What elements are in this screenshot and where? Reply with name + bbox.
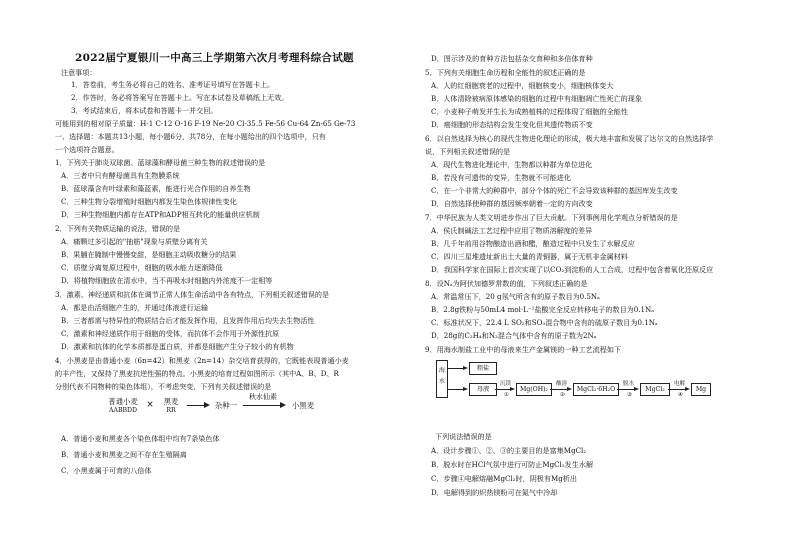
product-box: Mg	[691, 383, 711, 396]
notice-item: 1．答卷前，考生务必将自己的姓名、准考证号填写在答题卡上。	[71, 80, 275, 89]
product-box: MgCl₂·6H₂O	[573, 383, 619, 396]
arrow-line	[243, 405, 281, 406]
option: D．图示涉及的育种方法包括杂交育种和多倍体育种	[431, 54, 593, 63]
option: B．2.8g铁粉与50mL4 mol·L⁻¹盐酸完全反应转移电子的数目为0.1Nₐ	[431, 305, 654, 314]
option: C．标准状况下，22.4 L SO₂和SO₃混合物中含有的硫原子数目为0.1Nₐ	[431, 318, 658, 327]
question-stem: 1．下列关于肺炎双球菌、蓝球藻和酵母菌三种生物的叙述错误的是	[55, 158, 266, 167]
notice-title: 注意事项：	[61, 68, 97, 77]
option: C．四川三星堆遗址新出土大量的青铜器，属于无机非金属材料	[431, 252, 628, 261]
flow-line	[550, 389, 568, 390]
flow-arrow	[510, 387, 515, 391]
question-stem-cont: 分别代表不同物种的染色体组），不考虑突变，下列有关叙述错误的是	[55, 382, 272, 391]
option: D．将植物细胞放在清水中，当不再吸水时细胞内外浓度不一定相等	[61, 276, 273, 285]
hybrid-label: 杂种一	[214, 401, 238, 410]
arrow-head	[204, 402, 210, 408]
option: B．几千年前用谷物酿造出酒和醋，酿造过程中只发生了水解反应	[431, 239, 635, 248]
option: C．三种生物分裂增殖时细胞内都发生染色体规律性变化	[61, 197, 237, 206]
product-box: MgCl₂	[640, 383, 670, 396]
option: B．若没有可遗传的变异，生物就不可能进化	[431, 173, 571, 182]
option: D．28g的C₂H₄和N₂混合气体中含有的原子数为2Nₐ	[431, 331, 597, 340]
step-number: ③	[627, 392, 632, 398]
process-flow-diagram	[436, 360, 766, 420]
option: C．激素和神经递质作用于细胞的受体，而抗体不会作用于外源性抗原	[61, 329, 280, 338]
option: A．设计步骤①、②、③的主要目的是富集MgCl₂	[431, 446, 587, 455]
option: B．人体清除被病原体感染的细胞的过程中有细胞凋亡性死亡的现象	[431, 94, 642, 103]
flow-line	[495, 389, 511, 390]
notice-item: 3．考试结束后，将本试卷和答题卡一并交回。	[71, 106, 218, 115]
step-number: ①	[504, 392, 509, 398]
parent2-genome: RR	[166, 407, 176, 414]
flow-line	[668, 389, 686, 390]
breeding-diagram	[103, 393, 403, 426]
mother-liquor-box: 母液	[469, 383, 497, 396]
flow-arrow	[685, 387, 690, 391]
option: C．步骤④电解熔融MgCl₂时，阴极有Mg析出	[431, 474, 577, 483]
step-label: 酸溶	[556, 381, 568, 387]
option: D．电解得到的炽热镁粉可在氮气中冷却	[431, 488, 558, 497]
section-header-cont: 一个选项符合题意。	[55, 145, 119, 154]
flow-arrow	[567, 387, 572, 391]
step-number: ②	[560, 392, 565, 398]
option: C．在一个非常大的种群中，部分个体的死亡不会导致该种群的基因库发生改变	[431, 186, 678, 195]
arrow-head	[280, 402, 286, 408]
option: A．三者中只有酵母菌具有生物膜系统	[61, 171, 180, 180]
parent1-name: 普通小麦	[108, 397, 138, 406]
option: A．现代生物进化理论中，生物都以种群为单位进化	[431, 160, 593, 169]
question-stem: 6．以自然选择为核心的现代生物进化理论的形成，极大地丰富和发展了达尔文的自然选择学	[425, 134, 714, 143]
parent1-genome: AABBDD	[109, 407, 137, 414]
flow-line	[448, 389, 464, 390]
option: C．小黑麦属于可育的八倍体	[61, 466, 152, 475]
option: D．激素和抗体的化学本质都是蛋白质，并都是细胞产生分子较小的有机物	[61, 342, 294, 351]
option: B．脱水时在HCl气氛中进行可防止MgCl₂发生水解	[431, 460, 594, 469]
option: A．常温常压下，20 g氖气所含有的原子数目为0.5Nₐ	[431, 292, 600, 301]
notice-item: 2．作答时，务必将答案写在答题卡上。写在本试卷及草稿纸上无效。	[71, 93, 289, 102]
step-number: ④	[678, 392, 683, 398]
question-stem: 7．中华民族为人类文明进步作出了巨大贡献。下列事例用化学观点分析错误的是	[425, 213, 678, 222]
option: A．痛颗过多引起的"抽筋"现象与质壁分离有关	[61, 237, 208, 246]
flow-arrow	[463, 387, 468, 391]
option: A．人的红细胞衰老的过程中，细胞核变小，细胞核体变大	[431, 81, 614, 90]
flow-arrow	[463, 366, 468, 370]
question-stem: 5．下列有关细胞生命历程和全能性的叙述正确的是	[425, 68, 586, 77]
atomic-masses: 可能用到的相对原子质量：H-1 C-12 O-16 F-19 Ne-20 Cl-35.5 Fe-56 Cu-64 Zn-65 Ge-73	[55, 119, 356, 128]
flow-line	[617, 389, 635, 390]
option: D．自然选择使种群的基因频率朝着一定的方向改变	[431, 199, 593, 208]
question-stem: 9．用海水制盐工业中的母液来生产金属镁的一种工艺流程如下	[425, 345, 622, 354]
section-header: 一、选择题：本题共13小题，每小题6分，共78分，在每小题给出的四个选项中，只有	[55, 132, 326, 141]
question-stem: 8．设Nₐ为阿伏加德罗常数的值，下列叙述正确的是	[425, 279, 588, 288]
question-prompt: 下列说法错误的是	[435, 432, 492, 441]
seawater-box: 海水	[436, 360, 448, 398]
product-box: Mg(OH)₂	[516, 383, 552, 396]
option: D．癌细胞的形态结构会发生变化但其遗传物质不变	[431, 120, 593, 129]
option: B．三者都需与特异性的物质结合后才能发挥作用，且发挥作用后均失去生物活性	[61, 316, 315, 325]
option: D．三种生物细胞内都存在ATP和ADP相互转化的能量供应机制	[61, 210, 260, 219]
exam-title: 2022届宁夏银川一中高三上学期第六次月考理科综合试题	[75, 52, 354, 64]
question-stem: 3．激素、神经递质和抗体在调节正常人体生命活动中各有特点，下列相关叙述错误的是	[55, 290, 330, 299]
arrow-line	[187, 405, 205, 406]
option: C．质壁分离复原过程中，细胞的吸水能力逐渐降低	[61, 263, 223, 272]
option: D．我国科学家在国际上首次实现了以CO₂到淀粉的人工合成，过程中包含着氧化还原反应	[431, 265, 714, 274]
option: A．侯氏制碱法工艺过程中应用了物质溶解度的差异	[431, 226, 593, 235]
question-stem-cont: 说，下列相关叙述错误的是	[425, 147, 511, 156]
option: B．普通小麦和黑麦之间不存在生殖隔离	[61, 450, 187, 459]
step-label: 沉镁	[500, 381, 512, 387]
question-stem-cont: 的丰产性，又保持了黑麦抗逆性强的特点。小黑麦的培育过程如图所示（其中A、B、D、R	[55, 369, 339, 378]
product-label: 小黑麦	[291, 401, 315, 410]
flow-line	[448, 368, 464, 369]
crude-salt-box: 粗盐	[469, 362, 497, 375]
option: A．普通小麦和黑麦各个染色体组中均有7条染色体	[61, 434, 220, 443]
option: C．小麦种子萌发并生长为成熟植株的过程体现了细胞的全能性	[431, 107, 628, 116]
question-stem: 4．小黑麦是由普通小麦（6n=42）和黑麦（2n=14）杂交培育获得的，它既能表现普通小麦	[55, 356, 349, 365]
cross-symbol: ×	[146, 400, 154, 410]
step-label: 电解	[674, 381, 686, 387]
step-label: 脱水	[623, 381, 635, 387]
option: A．都是由活细胞产生的，并通过体液进行运输	[61, 303, 208, 312]
option: B．果脯在腌制中慢慢变甜，是细胞主动吸收糖分的结果	[61, 250, 237, 259]
flow-arrow	[634, 387, 639, 391]
question-stem: 2．下列有关物质运输的说法，错误的是	[55, 224, 181, 233]
option: B．蓝球藻含有叶绿素和藻蓝素，能进行光合作用的自养生物	[61, 184, 251, 193]
treatment-label: 秋水仙素	[249, 393, 277, 401]
parent2-name: 黑麦	[163, 397, 179, 406]
